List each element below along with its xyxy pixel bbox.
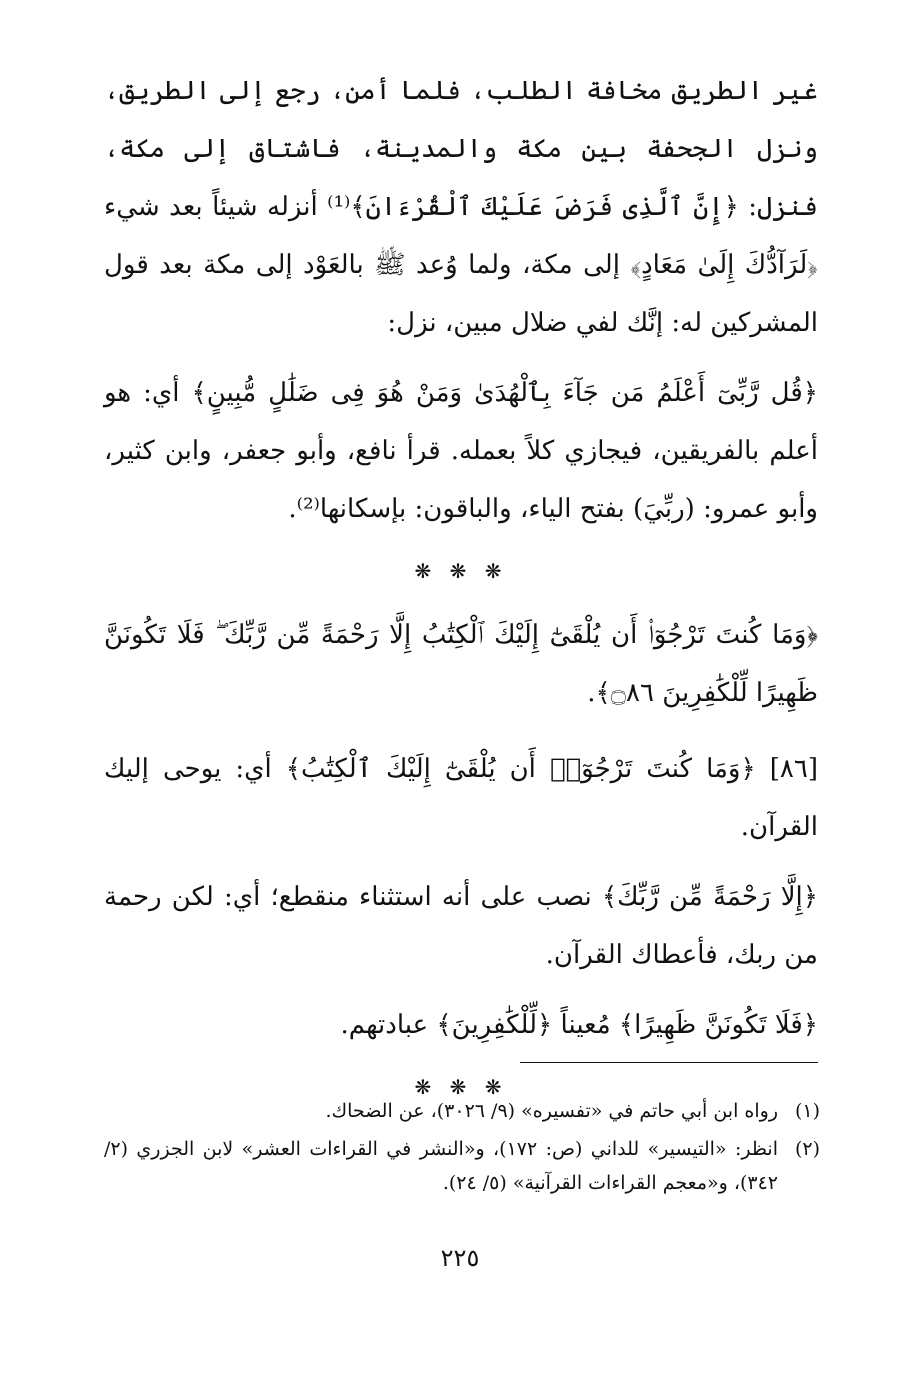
footnote-number: (١)	[794, 1100, 820, 1122]
main-text	[104, 62, 818, 1122]
section-separator-2: ❋ ❋ ❋	[414, 1075, 508, 1099]
page-number: ٢٢٥	[440, 1244, 480, 1272]
footnote-text: انظر: «التيسير» للداني (ص: ١٧٢)، و«النشر في القراءات العشر» لابن الجزري (٢/ ٣٤٢)، و«معجم القراءات القرآنية» (٥/ ٢٤).	[104, 1138, 778, 1194]
paragraph-3: [٨٦] ﴿وَمَا كُنتَ تَرْجُوٓا۟ أَن يُلْقَىٰٓ إِلَيْكَ ٱلْكِتَٰبُ﴾ أي: يوحى إليك القرآن.	[104, 754, 818, 842]
footnote-divider	[520, 1062, 818, 1063]
verse-86: ﴿وَمَا كُنتَ تَرْجُوٓا۟ أَن يُلْقَىٰٓ إِلَيْكَ ٱلْكِتَٰبُ إِلَّا رَحْمَةً مِّن رَّبِّكَ ۖ فَلَا تَكُونَنَّ ظَهِيرًا لِّلْكَٰفِرِينَ ۝٨٦﴾.	[104, 620, 818, 708]
footnotes	[104, 1094, 820, 1204]
paragraph-1: غير الطريق مخافة الطلب، فلما أمن، رجع إلى الطريق، ونزل الجحفة بين مكة والمدينة، فاشتاق إلى مكة، فنزل: ﴿إِنَّ ٱلَّذِى فَرَضَ عَلَيْكَ ٱلْقُرْءَانَ﴾⁽¹⁾ أنزله شيئاً بعد شيء ﴿لَرَآدُّكَ إِلَىٰ مَعَادٍ﴾ إلى مكة، ولما وُعد ﷺ بالعَوْد إلى مكة بعد قول المشركين له: إنَّك لفي ضلال مبين، نزل:	[104, 76, 819, 338]
paragraph-5: ﴿فَلَا تَكُونَنَّ ظَهِيرًا﴾ مُعيناً ﴿لِّلْكَٰفِرِينَ﴾ عبادتهم.	[340, 1010, 818, 1040]
footnote-text: رواه ابن أبي حاتم في «تفسيره» (٩/ ٣٠٢٦)، عن الضحاك.	[325, 1100, 778, 1122]
paragraph-4: ﴿إِلَّا رَحْمَةً مِّن رَّبِّكَ﴾ نصب على أنه استثناء منقطع؛ أي: لكن رحمة من ربك، فأعطاك القرآن.	[104, 882, 818, 970]
footnote-1	[104, 1094, 820, 1128]
footnote-2	[104, 1132, 820, 1200]
section-separator-1: ❋ ❋ ❋	[414, 559, 508, 583]
paragraph-2: ﴿قُل رَّبِّىٓ أَعْلَمُ مَن جَآءَ بِٱلْهُدَىٰ وَمَنْ هُوَ فِى ضَلَٰلٍ مُّبِينٍ﴾ أي: هو أعلم بالفريقين، فيجازي كلاً بعمله. قرأ نافع، وأبو جعفر، وابن كثير، وأبو عمرو: (ربِّيَ) بفتح الياء، والباقون: بإسكانها⁽²⁾.	[104, 378, 818, 524]
footnote-number: (٢)	[794, 1138, 820, 1160]
